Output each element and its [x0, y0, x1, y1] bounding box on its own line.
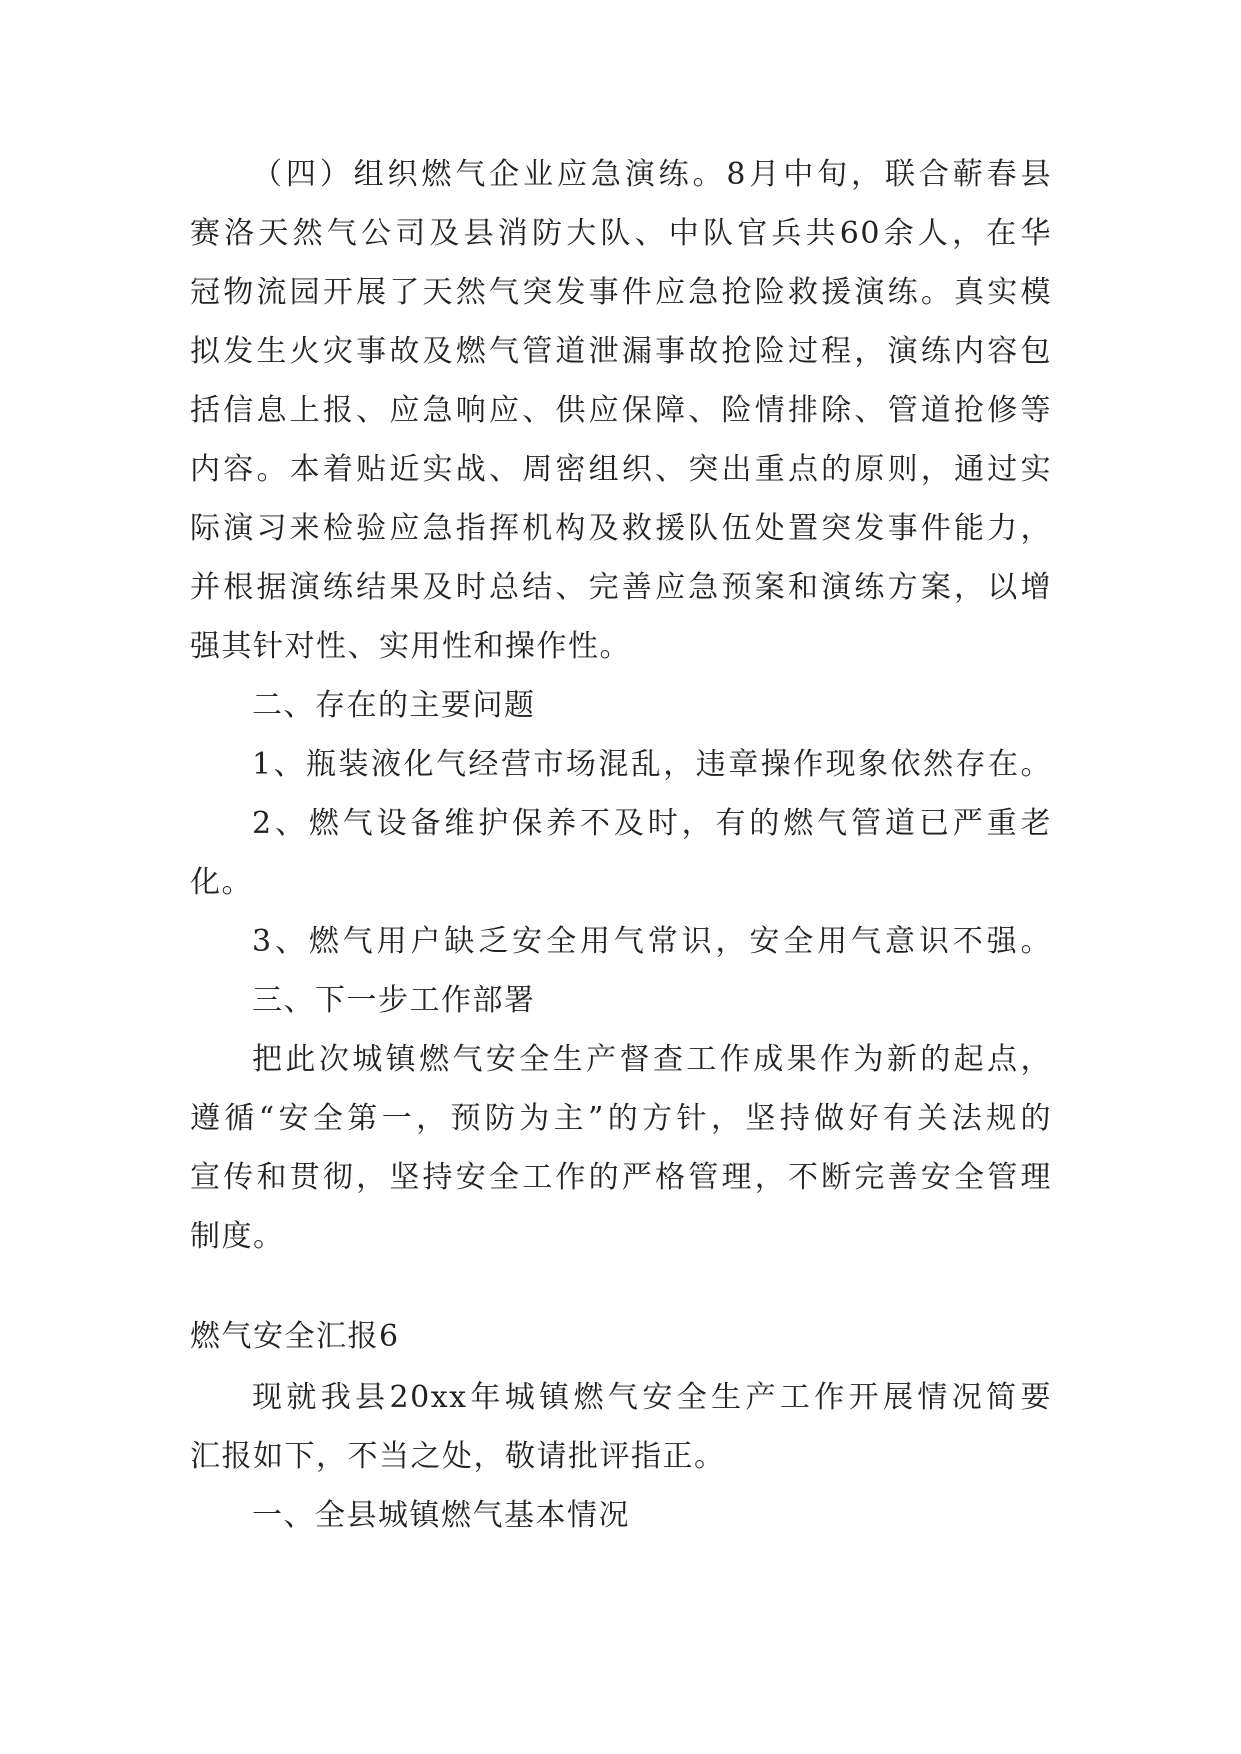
text-line: 强其针对性、实用性和操作性。: [190, 629, 631, 664]
text-line: 把此次城镇燃气安全生产督查工作成果作为新的起点，: [252, 1042, 1052, 1077]
report-title: 燃气安全汇报6: [190, 1319, 400, 1354]
text-line: 2、燃气设备维护保养不及时，有的燃气管道已严重老: [252, 806, 1052, 841]
section-heading: 一、全县城镇燃气基本情况: [252, 1498, 630, 1533]
text-line: 冠物流园开展了天然气突发事件应急抢险救援演练。真实模: [190, 275, 1052, 310]
text-line: 化。: [190, 865, 253, 900]
text-line: 际演习来检验应急指挥机构及救援队伍处置突发事件能力，: [190, 511, 1052, 546]
section-heading: 二、存在的主要问题: [252, 688, 536, 723]
text-line: 内容。本着贴近实战、周密组织、突出重点的原则，通过实: [190, 452, 1052, 487]
section-heading: 三、下一步工作部署: [252, 983, 536, 1018]
text-line: 汇报如下，不当之处，敬请批评指正。: [190, 1439, 726, 1474]
text-line: 括信息上报、应急响应、供应保障、险情排除、管道抢修等: [190, 393, 1052, 428]
text-line: 赛洛天然气公司及县消防大队、中队官兵共60余人，在华: [190, 216, 1052, 251]
text-line: 制度。: [190, 1219, 285, 1254]
text-line: 宣传和贯彻，坚持安全工作的严格管理，不断完善安全管理: [190, 1160, 1052, 1195]
text-line: 现就我县20xx年城镇燃气安全生产工作开展情况简要: [252, 1380, 1052, 1415]
text-line: 3、燃气用户缺乏安全用气常识，安全用气意识不强。: [252, 924, 1052, 959]
text-line: 1、瓶装液化气经营市场混乱，违章操作现象依然存在。: [252, 747, 1052, 782]
text-line: （四）组织燃气企业应急演练。8月中旬，联合蕲春县: [252, 157, 1052, 192]
text-line: 并根据演练结果及时总结、完善应急预案和演练方案，以增: [190, 570, 1052, 605]
text-line: 拟发生火灾事故及燃气管道泄漏事故抢险过程，演练内容包: [190, 334, 1052, 369]
text-line: 遵循“安全第一，预防为主”的方针，坚持做好有关法规的: [190, 1101, 1052, 1136]
